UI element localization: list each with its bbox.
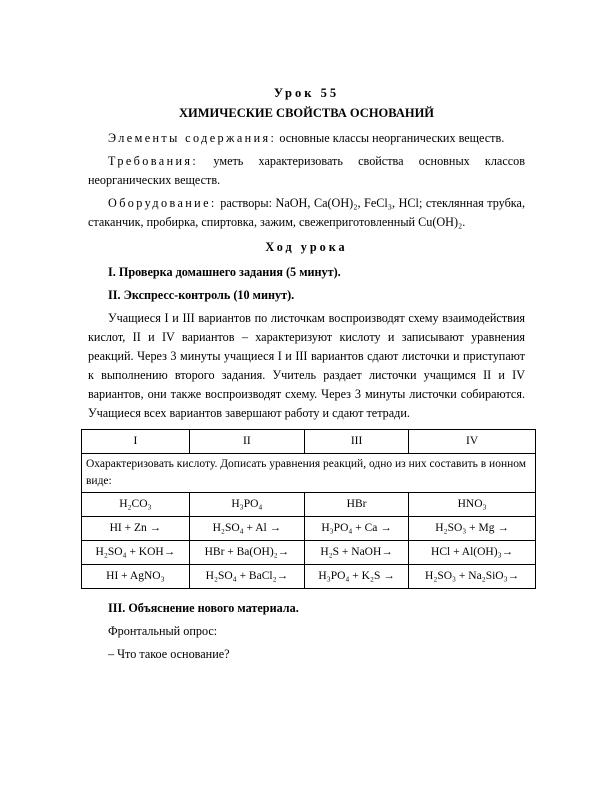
table-cell: HCl + Al(OH)₃→ bbox=[409, 541, 536, 565]
section-new-material: III. Объяснение нового материала. bbox=[108, 601, 299, 615]
table-cell: H₃PO₄ + Ca → bbox=[305, 517, 409, 541]
lesson-progress-heading: Ход урока bbox=[265, 240, 348, 254]
table-cell: HI + AgNO₃ bbox=[82, 565, 190, 589]
table-header-row bbox=[82, 430, 536, 454]
elements-text: основные классы неорганических веществ. bbox=[279, 131, 505, 145]
task-cell: Охарактеризовать кислоту. Дописать уравнения реакций, одно из них составить в ионном виде: bbox=[82, 454, 536, 493]
document-page bbox=[88, 84, 525, 668]
header-cell: I bbox=[82, 430, 190, 454]
equipment-label: Оборудование: bbox=[108, 196, 217, 210]
table-task-row bbox=[82, 454, 536, 493]
table-cell: H₂SO₄ + Al → bbox=[189, 517, 304, 541]
frontal-survey: Фронтальный опрос: bbox=[108, 624, 218, 638]
question-item: – Что такое основание? bbox=[108, 647, 230, 661]
section-homework: I. Проверка домашнего задания (5 минут). bbox=[108, 265, 341, 279]
requirements-label: Требования: bbox=[108, 154, 199, 168]
table-row bbox=[82, 541, 536, 565]
header-cell: II bbox=[189, 430, 304, 454]
section-express-control: II. Экспресс-контроль (10 минут). bbox=[108, 288, 295, 302]
table-row bbox=[82, 517, 536, 541]
requirements bbox=[88, 152, 525, 190]
table-cell: H₂CO₃ bbox=[82, 493, 190, 517]
header-cell: III bbox=[305, 430, 409, 454]
equipment bbox=[88, 194, 525, 232]
header-cell: IV bbox=[409, 430, 536, 454]
table-row bbox=[82, 565, 536, 589]
table-cell: H₂SO₃ + Mg → bbox=[409, 517, 536, 541]
table-cell: HBr bbox=[305, 493, 409, 517]
table-cell: H₂SO₄ + BaCl₂→ bbox=[189, 565, 304, 589]
instructions-paragraph: Учащиеся I и III вариантов по листочкам воспроизводят схему взаимодействия кислот, II и IV вариантов – характеризуют кислоту и записывают уравнения реакций. Через 3 минуты учащиеся I и III вариантов сдают листочки и приступают к выполнению второго задания. Учитель раздает листочки учащимся II и IV вариантов, они также воспроизводят схему. Через 3 минуты листочки собираются. Учащиеся всех вариантов завершают работу и сдают тетради. bbox=[88, 311, 525, 420]
lesson-number: Урок 55 bbox=[273, 86, 340, 100]
table-row bbox=[82, 493, 536, 517]
requirements-text: уметь характеризовать свойства основных классов неорганических веществ. bbox=[88, 154, 525, 187]
variants-table bbox=[81, 429, 536, 589]
content-elements bbox=[88, 129, 525, 148]
elements-label: Элементы содержания: bbox=[108, 131, 277, 145]
table-cell: HBr + Ba(OH)₂→ bbox=[189, 541, 304, 565]
equipment-text: растворы: NaOH, Ca(OH)₂, FeCl₃, HCl; стеклянная трубка, стаканчик, пробирка, спиртовка, зажим, свежеприготовленный Cu(OH)₂. bbox=[88, 196, 526, 229]
table-cell: H₂SO₃ + Na₂SiO₃→ bbox=[409, 565, 536, 589]
table-cell: H₂S + NaOH→ bbox=[305, 541, 409, 565]
table-cell: HNO₃ bbox=[409, 493, 536, 517]
table-cell: H₃PO₄ + K₂S → bbox=[305, 565, 409, 589]
lesson-title: ХИМИЧЕСКИЕ СВОЙСТВА ОСНОВАНИЙ bbox=[178, 106, 435, 120]
table-cell: H₂SO₄ + KOH→ bbox=[82, 541, 190, 565]
table-cell: HI + Zn → bbox=[82, 517, 190, 541]
table-cell: H₃PO₄ bbox=[189, 493, 304, 517]
